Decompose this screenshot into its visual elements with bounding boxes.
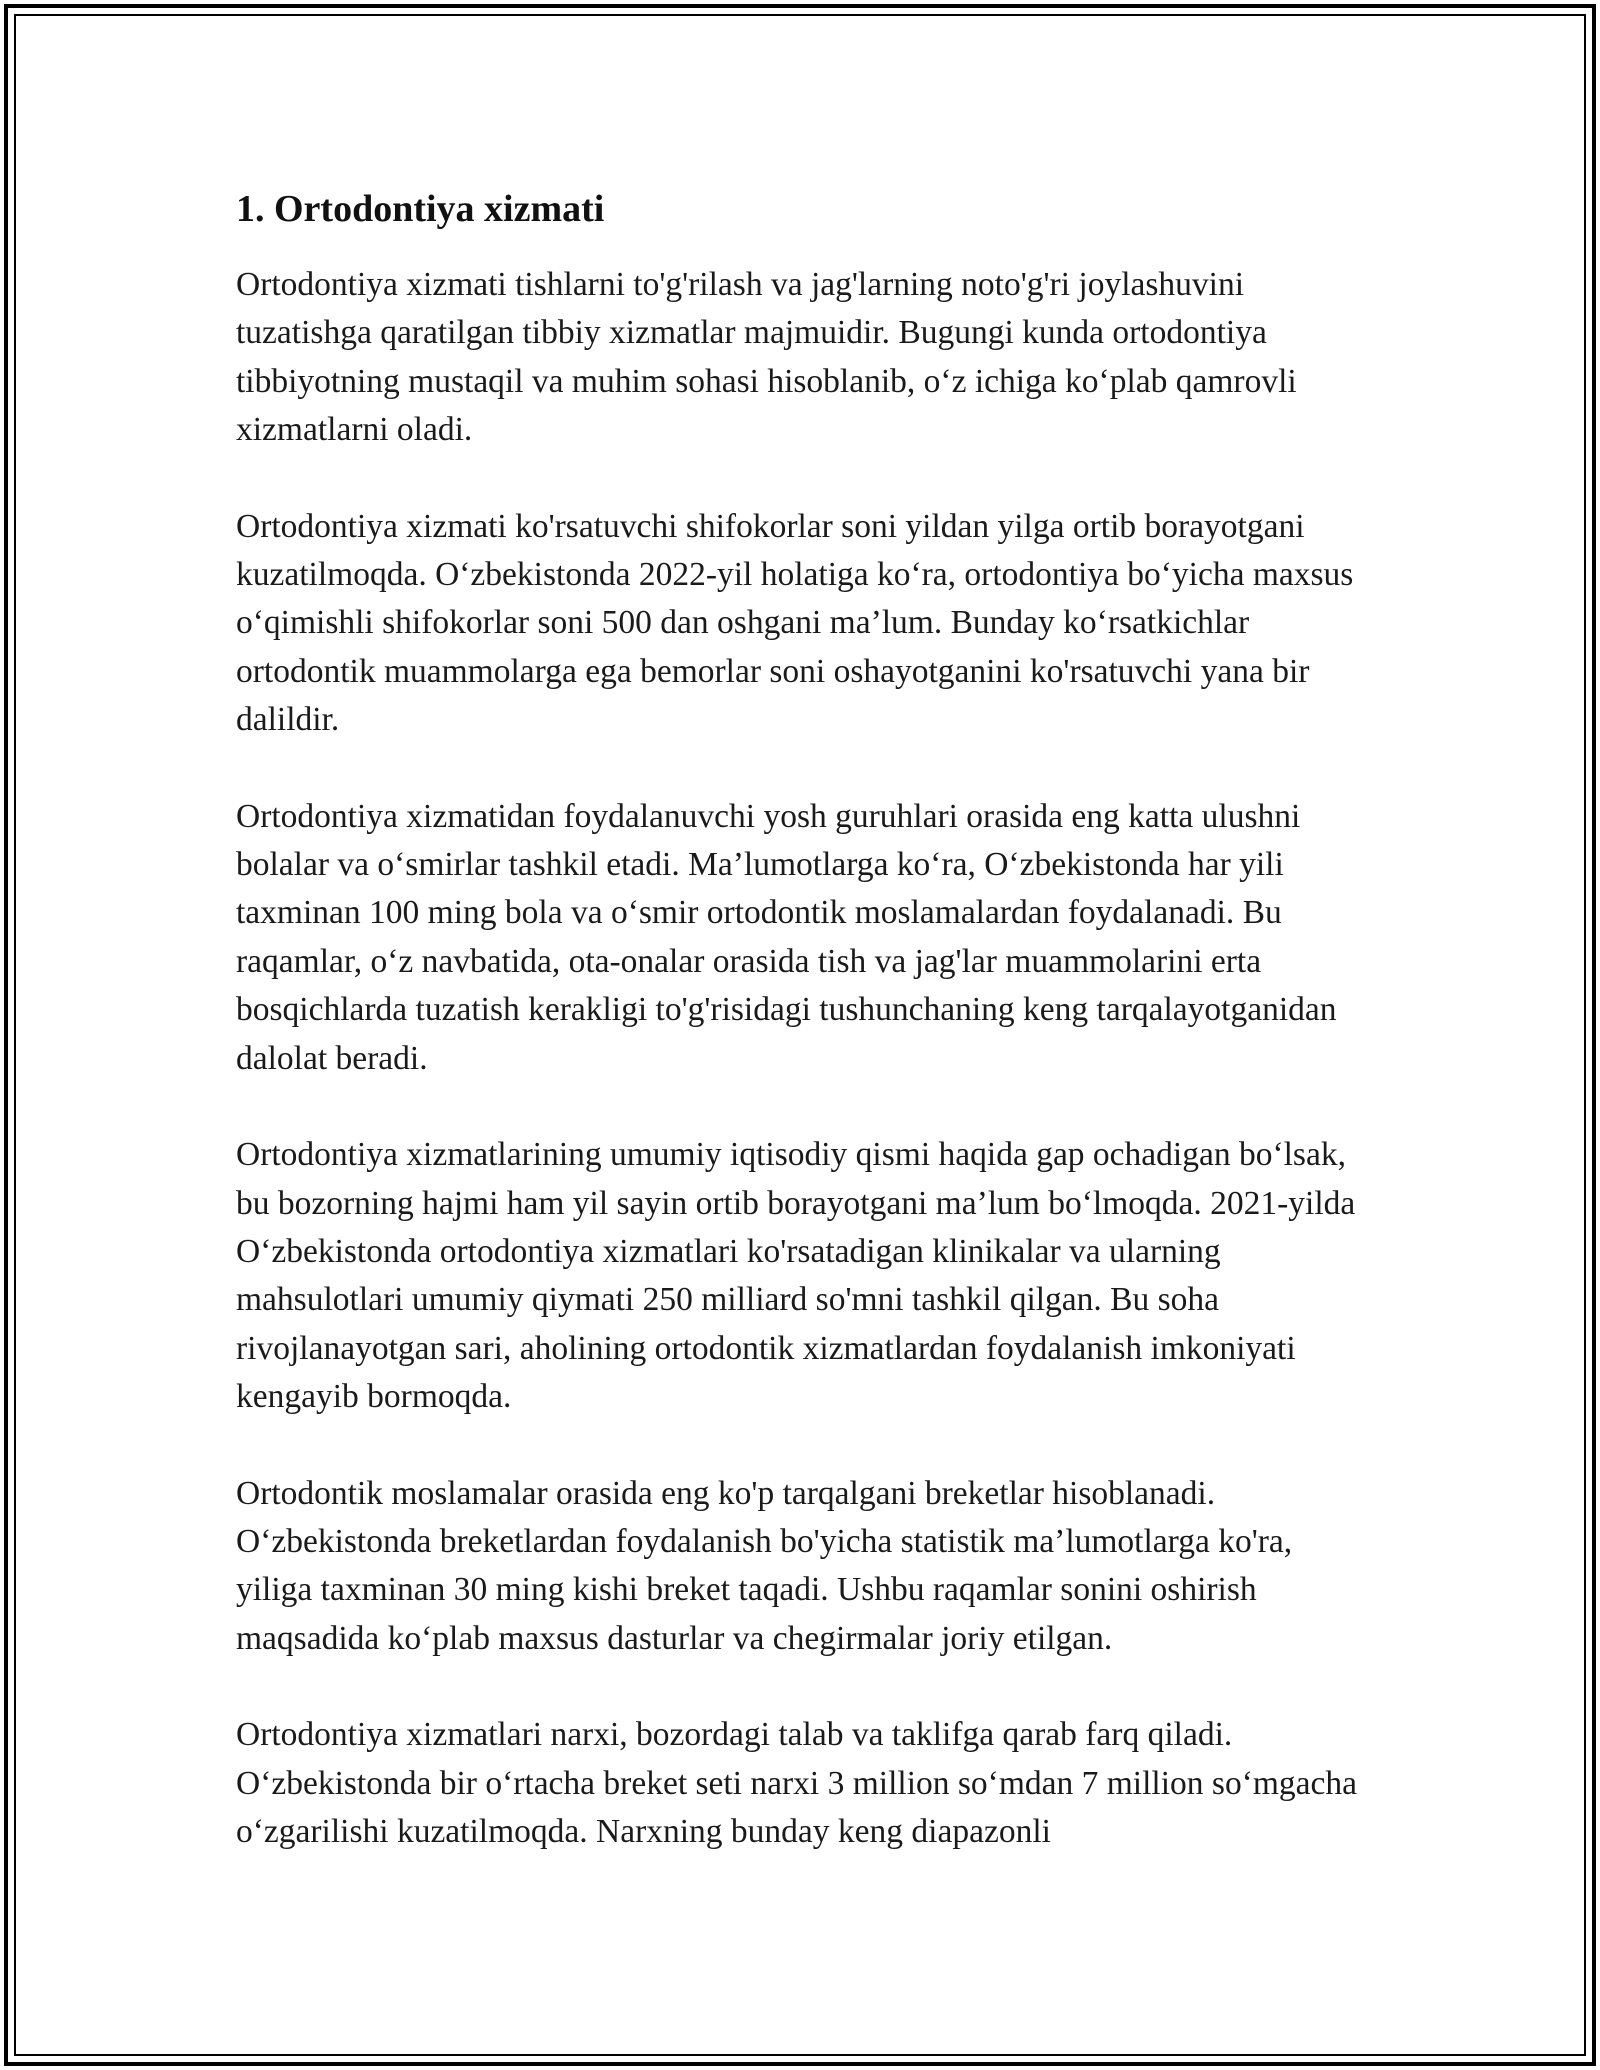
- paragraph-doctors: Ortodontiya xizmati ko'rsatuvchi shifokorlar soni yildan yilga ortib borayotgani kuzatilmoqda. O‘zbekistonda 2022-yil holatiga ko‘ra, ortodontiya bo‘yicha maxsus o‘qimishli shifokorlar soni 500 dan oshgani ma’lum. Bunday ko‘rsatkichlar ortodontik muammolarga ega bemorlar soni oshayotganini ko'rsatuvchi yana bir dalildir.: [236, 507, 1354, 739]
- paragraph-braces: Ortodontik moslamalar orasida eng ko'p tarqalgani breketlar hisoblanadi. O‘zbekistonda breketlardan foydalanish bo'yicha statistik ma’lumotlarga ko'ra, yiliga taxminan 30 ming kishi breket taqadi. Ushbu raqamlar sonini oshirish maqsadida ko‘plab maxsus dasturlar va chegirmalar joriy etilgan.: [236, 1474, 1293, 1657]
- document-body: [236, 184, 1376, 1904]
- section-heading: 1. Ortodontiya xizmati: [236, 188, 605, 230]
- paragraph-prices: Ortodontiya xizmatlari narxi, bozordagi talab va taklifga qarab farq qiladi. O‘zbekistonda bir o‘rtacha breket seti narxi 3 million so‘mdan 7 million so‘mgacha o‘zgarilishi kuzatilmoqda. Narxning bunday keng diapazonli: [236, 1716, 1358, 1850]
- paragraph-age-groups: Ortodontiya xizmatidan foydalanuvchi yosh guruhlari orasida eng katta ulushni bolalar va o‘smirlar tashkil etadi. Ma’lumotlarga ko‘ra, O‘zbekistonda har yili taxminan 100 ming bola va o‘smir ortodontik moslamalardan foydalanadi. Bu raqamlar, o‘z navbatida, ota-onalar orasida tish va jag'lar muammolarini erta bosqichlarda tuzatish kerakligi to'g'risidagi tushunchaning keng tarqalayotganidan dalolat beradi.: [236, 797, 1337, 1077]
- paragraph-market: Ortodontiya xizmatlarining umumiy iqtisodiy qismi haqida gap ochadigan bo‘lsak, bu bozorning hajmi ham yil sayin ortib borayotgani ma’lum bo‘lmoqda. 2021-yilda O‘zbekistonda ortodontiya xizmatlari ko'rsatadigan klinikalar va ularning mahsulotlari umumiy qiymati 250 milliard so'mni tashkil qilgan. Bu soha rivojlanayotgan sari, aholining ortodontik xizmatlardan foydalanish imkoniyati kengayib bormoqda.: [236, 1136, 1356, 1416]
- paragraph-intro: Ortodontiya xizmati tishlarni to'g'rilash va jag'larning noto'g'ri joylashuvini tuzatishga qaratilgan tibbiy xizmatlar majmuidir. Bugungi kunda ortodontiya tibbiyotning mustaqil va muhim sohasi hisoblanib, o‘z ichiga ko‘plab qamrovli xizmatlarni oladi.: [236, 266, 1297, 449]
